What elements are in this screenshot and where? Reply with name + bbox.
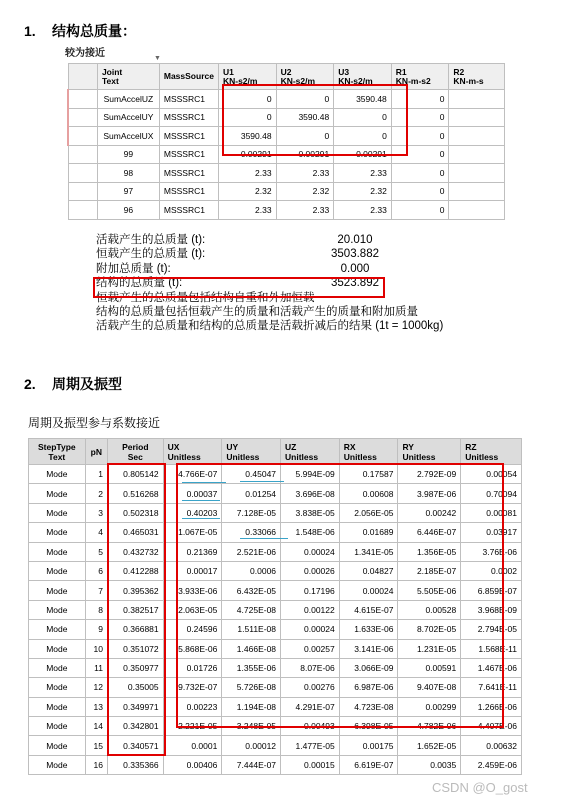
header-line1: RY	[402, 441, 414, 452]
modal-table-cell: 0.516268	[107, 484, 163, 503]
modal-table-cell: 3	[85, 503, 107, 522]
modal-table-cell: 0.350977	[107, 658, 163, 677]
modal-table-cell: 1.356E-05	[398, 542, 461, 561]
modal-table-header-cell	[107, 439, 163, 465]
header-line1: UY	[226, 441, 239, 452]
mass-table-cell: 2.33	[218, 201, 276, 220]
modal-table-cell: 0.805142	[107, 465, 163, 484]
modal-table-cell: 0.00299	[398, 697, 461, 716]
modal-table-cell: 3.066E-09	[339, 658, 398, 677]
summary-note-3: 活载产生的总质量和结构的总质量是活载折减后的结果 (1t = 1000kg)	[96, 320, 444, 333]
modal-table-cell: 0.502318	[107, 503, 163, 522]
modal-table-cell: 3.968E-09	[461, 600, 522, 619]
header-line2: KN-m-s	[453, 75, 484, 86]
modal-table-header-cell	[222, 439, 281, 465]
modal-table-cell: 10	[85, 639, 107, 658]
modal-table-cell: 1	[85, 465, 107, 484]
modal-table-cell: 0.03917	[461, 523, 522, 542]
modal-table-cell: 0.382517	[107, 600, 163, 619]
modal-table-cell: Mode	[29, 600, 86, 619]
modal-table-header-cell	[461, 439, 522, 465]
modal-table-cell: Mode	[29, 755, 86, 774]
header-line2: Text	[48, 451, 66, 462]
modal-table-cell: 0.351072	[107, 639, 163, 658]
modal-table-cell: 7.641E-11	[461, 678, 522, 697]
modal-table-cell: 3.933E-06	[163, 581, 222, 600]
modal-table-cell: Mode	[29, 736, 86, 755]
modal-table-header-cell	[163, 439, 222, 465]
modal-table-cell: 2.459E-06	[461, 755, 522, 774]
modal-table-cell: 1.067E-05	[163, 523, 222, 542]
mass-table-cell: 3590.48	[334, 90, 392, 109]
modal-table-cell: 0.04827	[339, 561, 398, 580]
modal-table-cell: 4	[85, 523, 107, 542]
modal-table-cell: 1.633E-06	[339, 620, 398, 639]
modal-table-cell: 0.00081	[461, 503, 522, 522]
modal-table-cell: Mode	[29, 503, 86, 522]
mass-table-cell: 2.32	[218, 182, 276, 201]
modal-table-cell: 0.00591	[398, 658, 461, 677]
row-selector[interactable]	[68, 201, 97, 220]
modal-table-cell: 6.446E-07	[398, 523, 461, 542]
live-mass-value: 20.010	[337, 234, 373, 246]
header-line1: RZ	[465, 441, 477, 452]
modal-table-cell: 4.725E-08	[222, 600, 281, 619]
row-selector[interactable]	[68, 127, 97, 146]
header-line2: KN-s2/m	[280, 75, 316, 86]
modal-table-cell: 2.056E-05	[339, 503, 398, 522]
mass-table-cell: 0	[276, 127, 334, 146]
modal-table-cell: 3.141E-06	[339, 639, 398, 658]
modal-table-cell: 1.511E-08	[222, 620, 281, 639]
mass-table-cell: 2.33	[218, 164, 276, 183]
modal-table-cell: 4.723E-08	[339, 697, 398, 716]
modal-table-cell: 3.248E-05	[222, 717, 281, 736]
mass-table-cell: 0	[218, 90, 276, 109]
header-line1: Period	[122, 441, 149, 452]
modal-table-cell: 0.21369	[163, 542, 222, 561]
underline-mode2-ux	[182, 500, 220, 501]
row-selector[interactable]	[68, 108, 97, 127]
section1-number: 1.	[24, 23, 36, 39]
modal-table-cell: 0.00024	[339, 581, 398, 600]
modal-table-cell: 13	[85, 697, 107, 716]
modal-table-cell: 4.407E-06	[461, 717, 522, 736]
mass-table-cell	[449, 145, 505, 164]
mass-table-cell: MSSSRC1	[159, 127, 218, 146]
modal-table-cell: Mode	[29, 639, 86, 658]
modal-table-header-cell	[398, 439, 461, 465]
modal-table-cell: 0.00026	[281, 561, 340, 580]
modal-table-cell: 4.615E-07	[339, 600, 398, 619]
underline-mode3-ux	[182, 518, 220, 519]
modal-table-cell: 9.732E-07	[163, 678, 222, 697]
modal-table-cell: 0.0002	[461, 561, 522, 580]
mass-table-cell: 3590.48	[218, 127, 276, 146]
mass-table-cell	[449, 182, 505, 201]
modal-table-cell: Mode	[29, 542, 86, 561]
modal-table-cell: 8	[85, 600, 107, 619]
modal-table-cell: 0.01726	[163, 658, 222, 677]
modal-table-cell: 12	[85, 678, 107, 697]
modal-table-cell: 2.521E-06	[222, 542, 281, 561]
header-line1: Joint	[101, 66, 123, 77]
dead-mass-value: 3503.882	[331, 248, 379, 261]
modal-table-cell: 0.00037	[163, 484, 222, 503]
mass-table-cell: 0	[218, 108, 276, 127]
mass-table-cell: MSSSRC1	[159, 90, 218, 109]
modal-table-cell: 6	[85, 561, 107, 580]
modal-table-cell: 0.35005	[107, 678, 163, 697]
modal-table-cell: Mode	[29, 523, 86, 542]
modal-table-cell: 0.17196	[281, 581, 340, 600]
modal-table-cell: 6.398E-05	[339, 717, 398, 736]
modal-table-cell: 0.00175	[339, 736, 398, 755]
mass-table-cell	[449, 90, 505, 109]
modal-table-row	[29, 736, 522, 755]
modal-table-cell: 6.619E-07	[339, 755, 398, 774]
modal-table-cell: 1.477E-05	[281, 736, 340, 755]
total-mass-label: 结构的总质量 (t):	[96, 277, 183, 290]
dead-mass-label: 恒载产生的总质量 (t):	[96, 248, 206, 261]
modal-table-cell: 0.40203	[163, 503, 222, 522]
mass-table-cell: 98	[97, 164, 159, 183]
modal-table-cell: 9	[85, 620, 107, 639]
modal-table-cell: 1.652E-05	[398, 736, 461, 755]
modal-table-cell: 4.782E-06	[398, 717, 461, 736]
modal-table-cell: 0.00406	[163, 755, 222, 774]
mass-table-cell: 96	[97, 201, 159, 220]
modal-table-cell: 0.00024	[281, 542, 340, 561]
header-line2: Unitless	[167, 451, 201, 462]
modal-table-cell: 2	[85, 484, 107, 503]
modal-table-header	[29, 439, 522, 465]
modal-table-cell: 5	[85, 542, 107, 561]
header-line2: Unitless	[343, 451, 377, 462]
modal-table-cell: 0.00632	[461, 736, 522, 755]
modal-table-cell: 0.00257	[281, 639, 340, 658]
mass-table-header-cell	[68, 64, 97, 90]
row-selector[interactable]	[68, 164, 97, 183]
row-selector[interactable]	[68, 145, 97, 164]
mass-table-cell: 0	[391, 90, 449, 109]
mass-table-cell: 0.00291	[276, 145, 334, 164]
modal-table-cell: 7.128E-05	[222, 503, 281, 522]
modal-table-cell: 0.00493	[281, 717, 340, 736]
section1-title: 结构总质量：	[52, 23, 136, 39]
header-line2: Unitless	[465, 451, 499, 462]
mass-table-cell: 2.33	[276, 201, 334, 220]
modal-table-cell: 6.987E-06	[339, 678, 398, 697]
modal-table-row	[29, 755, 522, 774]
header-line2: Unitless	[226, 451, 260, 462]
modal-table-cell: 5.868E-06	[163, 639, 222, 658]
modal-table-cell: Mode	[29, 620, 86, 639]
modal-table-cell: 7.444E-07	[222, 755, 281, 774]
highlight-box-participation-values	[176, 463, 504, 728]
mass-table-cell: 0	[334, 127, 392, 146]
header-line1: R2	[453, 66, 465, 77]
section2-number: 2.	[24, 376, 36, 392]
modal-table-cell: 0.0035	[398, 755, 461, 774]
modal-table-cell: 14	[85, 717, 107, 736]
header-line1: MassSource	[163, 71, 214, 81]
modal-table-cell: 0.33066	[222, 523, 281, 542]
mass-table-cell: 0	[391, 182, 449, 201]
mass-table-cell: MSSSRC1	[159, 182, 218, 201]
modal-table-header-cell	[29, 439, 86, 465]
modal-table-cell: 0.00122	[281, 600, 340, 619]
added-mass-label: 附加总质量 (t):	[96, 262, 171, 275]
header-line2: Unitless	[402, 451, 436, 462]
modal-table-cell: 8.702E-05	[398, 620, 461, 639]
mass-table-cell: MSSSRC1	[159, 201, 218, 220]
header-line2: Text	[101, 75, 119, 86]
mass-table-cell: 0	[391, 145, 449, 164]
modal-table-cell: 0.00276	[281, 678, 340, 697]
mass-table-header-cell	[159, 64, 218, 90]
mass-table-cell: 97	[97, 182, 159, 201]
modal-table-cell: 4.766E-07	[163, 465, 222, 484]
row-selector[interactable]	[68, 182, 97, 201]
modal-table-cell: 4.291E-07	[281, 697, 340, 716]
mass-table-cell: 0	[391, 127, 449, 146]
dead-mass-row	[96, 247, 443, 261]
header-line1: U3	[338, 66, 350, 77]
mass-table-cell: 2.33	[276, 164, 334, 183]
mass-table-row[interactable]	[68, 182, 505, 201]
modal-table-cell: Mode	[29, 717, 86, 736]
modal-table-cell: 1.341E-05	[339, 542, 398, 561]
modal-table-cell: 0.00015	[281, 755, 340, 774]
modal-table-cell: Mode	[29, 581, 86, 600]
modal-table-cell: 0.00012	[222, 736, 281, 755]
header-line1: UZ	[285, 441, 297, 452]
modal-table-cell: 1.466E-08	[222, 639, 281, 658]
mass-table-cell: MSSSRC1	[159, 108, 218, 127]
mass-table-cell: 0.00291	[218, 145, 276, 164]
mass-table-cell: 0	[391, 108, 449, 127]
modal-table-cell: 0.465031	[107, 523, 163, 542]
highlight-box-total-mass	[93, 277, 385, 298]
modal-table-cell: 2.792E-09	[398, 465, 461, 484]
mass-table-row[interactable]	[68, 164, 505, 183]
modal-table-cell: 0.349971	[107, 697, 163, 716]
header-line1: StepType	[38, 441, 76, 452]
modal-table-cell: 3.696E-08	[281, 484, 340, 503]
mass-table-cell: 2.32	[276, 182, 334, 201]
modal-table-cell: 0.01254	[222, 484, 281, 503]
modal-table-cell: 0.340571	[107, 736, 163, 755]
modal-table-cell: 1.467E-06	[461, 658, 522, 677]
row-selector[interactable]	[68, 90, 97, 109]
header-line2: Sec	[127, 451, 143, 462]
sort-arrow-icon[interactable]: ▼	[153, 54, 161, 62]
added-mass-value: 0.000	[340, 262, 370, 275]
header-line1: UX	[167, 441, 180, 452]
modal-table-cell: 1.231E-05	[398, 639, 461, 658]
modal-table-cell: Mode	[29, 561, 86, 580]
header-line1: U2	[280, 66, 292, 77]
section2-heading	[24, 374, 122, 394]
modal-table-cell: 0.00024	[281, 620, 340, 639]
modal-table-cell: 7	[85, 581, 107, 600]
modal-table-header-cell	[339, 439, 398, 465]
mass-table-cell: MSSSRC1	[159, 145, 218, 164]
mass-table-cell	[449, 108, 505, 127]
modal-table-cell: 11	[85, 658, 107, 677]
modal-table-cell: 0.70094	[461, 484, 522, 503]
modal-table-cell: 0.412288	[107, 561, 163, 580]
modal-table-cell: 0.00223	[163, 697, 222, 716]
modal-table-cell: 3.987E-06	[398, 484, 461, 503]
modal-table-cell: 3.76E-06	[461, 542, 522, 561]
modal-table-cell: Mode	[29, 465, 86, 484]
modal-table-cell: 0.0001	[163, 736, 222, 755]
modal-table-cell: 1.266E-06	[461, 697, 522, 716]
modal-table-cell: 1.568E-11	[461, 639, 522, 658]
mass-table-row[interactable]	[68, 201, 505, 220]
mass-table-header-cell	[449, 64, 505, 90]
mass-table-cell: 0	[391, 201, 449, 220]
modal-table-cell: 0.432732	[107, 542, 163, 561]
live-mass-row	[96, 233, 443, 247]
live-mass-label: 活载产生的总质量 (t):	[96, 234, 206, 246]
modal-table-cell: 0.00242	[398, 503, 461, 522]
added-mass-row	[96, 262, 443, 276]
modal-table-cell: 0.342801	[107, 717, 163, 736]
modal-table-cell: 0.335366	[107, 755, 163, 774]
modal-table-cell: Mode	[29, 658, 86, 677]
modal-table-cell: 6.859E-07	[461, 581, 522, 600]
highlight-box-period-column	[107, 463, 166, 756]
mass-table-cell: 2.33	[334, 164, 392, 183]
modal-table-cell: 2.794E-05	[461, 620, 522, 639]
modal-table-cell: 0.17587	[339, 465, 398, 484]
watermark: CSDN @O_gost	[432, 780, 528, 795]
mass-table-cell: 0	[334, 108, 392, 127]
modal-table-cell: 5.994E-09	[281, 465, 340, 484]
modal-table-cell: 2.063E-05	[163, 600, 222, 619]
modal-table-cell: 5.726E-08	[222, 678, 281, 697]
modal-table-cell: 15	[85, 736, 107, 755]
modal-table-cell: 1.194E-08	[222, 697, 281, 716]
modal-table-cell: 0.395362	[107, 581, 163, 600]
modal-table-cell: 0.01689	[339, 523, 398, 542]
mass-table-cell: 2.32	[334, 182, 392, 201]
highlight-box-mass-values	[222, 84, 408, 156]
modal-table-cell: 0.00054	[461, 465, 522, 484]
modal-table-cell: Mode	[29, 484, 86, 503]
modal-table-cell: 0.366881	[107, 620, 163, 639]
modal-table-cell: 0.24596	[163, 620, 222, 639]
mass-table-cell: 0.00291	[334, 145, 392, 164]
modal-table-header-cell	[85, 439, 107, 465]
underline-mode4-uy	[240, 538, 288, 539]
mass-table-cell: SumAccelUX	[97, 127, 159, 146]
total-mass-value: 3523.892	[331, 277, 379, 290]
header-line2: KN-s2/m	[338, 75, 373, 86]
modal-table-cell: 2.185E-07	[398, 561, 461, 580]
modal-table-cell: Mode	[29, 678, 86, 697]
header-line1: R1	[395, 66, 407, 77]
section2-title: 周期及振型	[52, 376, 122, 392]
header-line1: U1	[222, 66, 234, 77]
mass-table-cell	[449, 164, 505, 183]
mass-table-cell: 3590.48	[276, 108, 334, 127]
mass-table-cell: 99	[97, 145, 159, 164]
modal-table-cell: 8.07E-06	[281, 658, 340, 677]
table1-caption: 较为接近	[65, 48, 105, 59]
mass-table-cell: SumAccelUY	[97, 108, 159, 127]
modal-table-cell: 0.00017	[163, 561, 222, 580]
summary-note-2: 结构的总质量包括恒载产生的质量和活载产生的质量和附加质量	[96, 306, 418, 319]
mass-table-cell: MSSSRC1	[159, 164, 218, 183]
mass-table-header-cell[interactable]	[97, 54, 161, 90]
modal-table-cell: 0.0006	[222, 561, 281, 580]
modal-table-cell: 1.548E-06	[281, 523, 340, 542]
header-line1: pN	[90, 446, 102, 457]
modal-table-cell: 6.432E-05	[222, 581, 281, 600]
modal-table-cell: 0.00528	[398, 600, 461, 619]
mass-table-cell: 0	[391, 164, 449, 183]
modal-table-cell: 9.407E-08	[398, 678, 461, 697]
mass-table-cell: 0	[276, 90, 334, 109]
header-line2: KN-m-s2	[395, 75, 431, 86]
modal-table-cell: 0.00608	[339, 484, 398, 503]
modal-table-cell: 16	[85, 755, 107, 774]
underline-mode1-uy	[240, 481, 284, 482]
underline-mode1-ux	[182, 482, 226, 483]
modal-table-cell: 1.355E-06	[222, 658, 281, 677]
modal-table-cell: Mode	[29, 697, 86, 716]
mass-table-cell	[449, 201, 505, 220]
header-line2: Unitless	[285, 451, 319, 462]
table2-caption: 周期及振型参与系数接近	[28, 416, 161, 430]
modal-table-cell: 0.45047	[222, 465, 281, 484]
mass-table-cell: SumAccelUZ	[97, 90, 159, 109]
section1-heading	[24, 21, 136, 41]
modal-table-cell: 2.221E-05	[163, 717, 222, 736]
summary-note-1: 恒载产生的总质量包括结构自重和外加恒载	[96, 291, 315, 304]
mass-table-cell	[449, 127, 505, 146]
modal-table-header-cell	[281, 439, 340, 465]
modal-table-cell: 5.505E-06	[398, 581, 461, 600]
modal-table-cell: 3.838E-05	[281, 503, 340, 522]
header-line1: RX	[343, 441, 356, 452]
header-line2: KN-s2/m	[222, 75, 258, 86]
mass-table-cell: 2.33	[334, 201, 392, 220]
